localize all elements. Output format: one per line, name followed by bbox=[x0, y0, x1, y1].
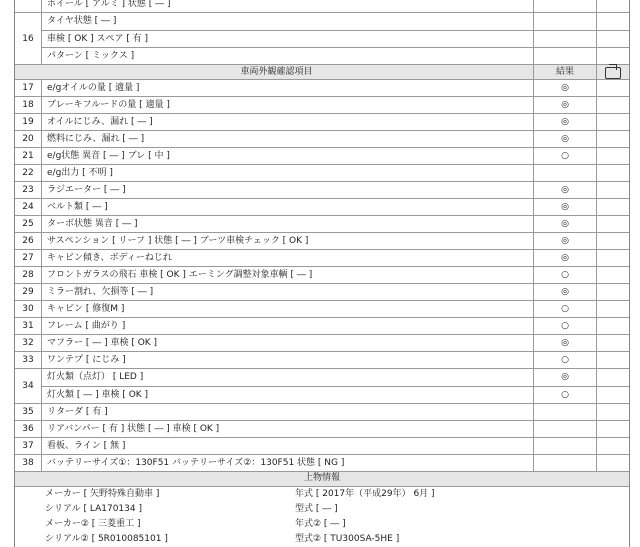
inspection-row: 17 e/gオイルの量 [ 適量 ] ◎ bbox=[15, 80, 629, 97]
result-mark: ◎ bbox=[534, 80, 597, 96]
result-mark: ○ bbox=[534, 267, 597, 283]
row-34: 34 灯火類（点灯） [ LED ] ◎ 灯火類 [ ― ] 車検 [ OK ] ○ bbox=[15, 369, 629, 404]
result-mark: ○ bbox=[534, 318, 597, 334]
inspection-row: 18 ブレーキフルードの量 [ 適量 ] ◎ bbox=[15, 97, 629, 114]
inspection-row: 29 ミラー割れ、欠損等 [ ― ] ◎ bbox=[15, 284, 629, 301]
share-icon[interactable] bbox=[605, 67, 621, 79]
inspection-row: 22 e/g出力 [ 不明 ] bbox=[15, 165, 629, 182]
result-mark: ◎ bbox=[534, 250, 597, 266]
inspection-row: 35 リターダ [ 有 ] bbox=[15, 404, 629, 421]
inspection-row: 28 フロントガラスの飛石 車検 [ OK ] エーミング調整対象車輌 [ ― ] ○ bbox=[15, 267, 629, 284]
result-mark bbox=[534, 455, 597, 471]
result-mark: ◎ bbox=[534, 131, 597, 147]
result-mark: ◎ bbox=[534, 182, 597, 198]
inspection-row: 36 リアバンパー [ 有 ] 状態 [ ― ] 車検 [ OK ] bbox=[15, 421, 629, 438]
result-mark: ○ bbox=[534, 352, 597, 368]
result-mark: ○ bbox=[534, 148, 597, 164]
inspection-row: 31 フレーム [ 曲がり ] ○ bbox=[15, 318, 629, 335]
result-mark: ○ bbox=[534, 301, 597, 317]
inspection-row: 32 マフラー [ ― ] 車検 [ OK ] ◎ bbox=[15, 335, 629, 352]
inspection-row: 21 e/g状態 異音 [ ― ] ブレ [ 中 ] ○ bbox=[15, 148, 629, 165]
result-mark bbox=[534, 165, 597, 181]
inspection-row: 19 オイルにじみ、漏れ [ ― ] ◎ bbox=[15, 114, 629, 131]
result-mark: ◎ bbox=[534, 284, 597, 300]
result-mark: ◎ bbox=[534, 97, 597, 113]
inspection-sheet bbox=[14, 0, 630, 547]
result-mark: ◎ bbox=[534, 199, 597, 215]
inspection-row: 33 ワンテプ [ にじみ ] ○ bbox=[15, 352, 629, 369]
inspection-row: 24 ベルト類 [ ― ] ◎ bbox=[15, 199, 629, 216]
inspection-row: 20 燃料にじみ、漏れ [ ― ] ◎ bbox=[15, 131, 629, 148]
row-16: 16 タイヤ状態 [ ― ] 車検 [ OK ] スペア [ 有 ] パターン [ ミックス ] bbox=[15, 13, 629, 65]
result-mark bbox=[534, 404, 597, 420]
inspection-row: 25 ターボ状態 異音 [ ― ] ◎ bbox=[15, 216, 629, 233]
result-mark: ◎ bbox=[534, 233, 597, 249]
inspection-row: 23 ラジエーター [ ― ] ◎ bbox=[15, 182, 629, 199]
inspection-row: 27 キャビン傾き、ボディーねじれ ◎ bbox=[15, 250, 629, 267]
section-header: 車両外観確認項目 結果 bbox=[15, 65, 629, 80]
inspection-row: 37 看板、ライン [ 無 ] bbox=[15, 438, 629, 455]
inspection-row: 38 バッテリーサイズ①：130F51 バッテリーサイズ②：130F51 状態 [ NG ] bbox=[15, 455, 629, 472]
upper-info-title: 上物情報 bbox=[15, 472, 629, 487]
result-mark: ◎ bbox=[534, 216, 597, 232]
upper-info: メーカー [ 矢野特殊自動車 ] 年式 [ 2017年（平成29年） 6月 ] シリアル [ LA170134 ] 型式 [ ― ] メーカー② [ 三菱重工 ] 年式② [ ― ] シリアル② [ 5R010085101 ] 型式② [ TU300SA-5HE ] bbox=[45, 489, 435, 544]
result-mark: ◎ bbox=[534, 114, 597, 130]
inspection-row: 30 キャビン [ 修復M ] ○ bbox=[15, 301, 629, 318]
inspection-row: 26 サスペンション [ リーフ ] 状態 [ ― ] ブーツ車検チェック [ OK ] ◎ bbox=[15, 233, 629, 250]
result-mark bbox=[534, 438, 597, 454]
result-mark bbox=[534, 421, 597, 437]
result-mark: ◎ bbox=[534, 335, 597, 351]
row-wheel: ホイール [ アルミ ] 状態 [ ― ] bbox=[15, 0, 629, 13]
